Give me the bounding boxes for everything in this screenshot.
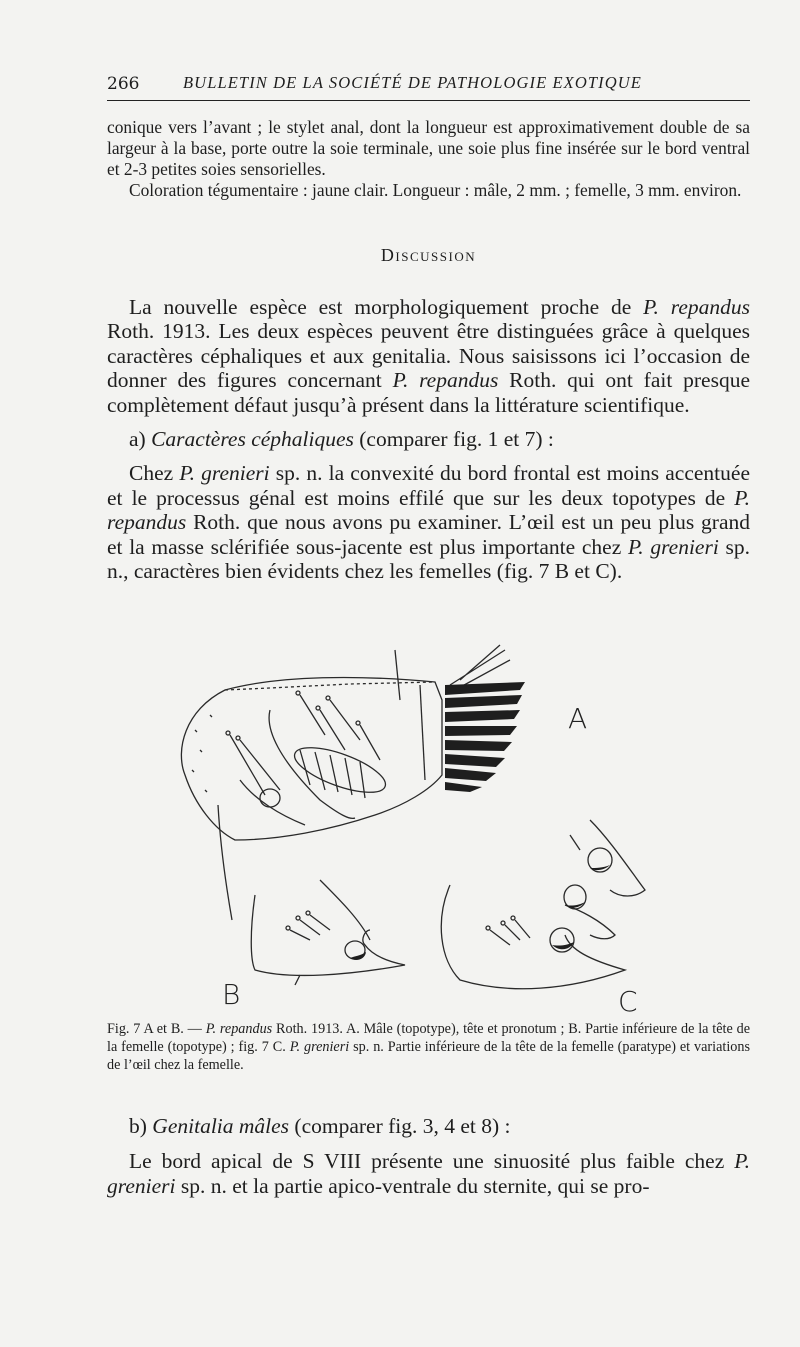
page-number: 266 [107, 74, 140, 94]
paragraph-morphology: conique vers l’avant ; le stylet anal, dont la longueur est approximativement double de sa largeur à la base, porte outre la soie terminale, une soie plus fine insérée sur le bord ventral et 2-3 petites soies sensorielles. [107, 117, 750, 179]
figure-7 [170, 640, 670, 1020]
discussion-block [107, 295, 750, 583]
eye-pigment-marks [350, 865, 610, 960]
ctenidial-comb [445, 682, 525, 792]
drawing-c-eye-variations [441, 820, 645, 989]
section-heading: Discussion [380, 245, 477, 265]
figure-label-a: A [568, 702, 588, 735]
subheading-cephalic: a) Caractères céphaliques (comparer fig. 1 et 7) : [129, 427, 554, 452]
figure-label-b: B [222, 978, 241, 1011]
running-header [107, 70, 750, 101]
paragraph-coloration: Coloration tégumentaire : jaune clair. Longueur : mâle, 2 mm. ; femelle, 3 mm. environ. [129, 180, 742, 200]
paragraph-genitalia: Le bord apical de S VIII présente une sinuosité plus faible chez P. grenieri sp. n. et la partie apico-ventrale du sternite, qui se pro- [107, 1149, 750, 1198]
subheading-genitalia: b) Genitalia mâles (comparer fig. 3, 4 et 8) : [129, 1114, 511, 1138]
paragraph-cephalic: Chez P. grenieri sp. n. la convexité du bord frontal est moins accentuée et le processus génal est moins effilé que sur les deux topotypes de P. repandus Roth. que nous avons pu examiner. L’œil est un peu plus grand et la masse sclérifiée sous-jacente est plus importante chez P. grenieri sp. n., caractères bien évidents chez les femelles (fig. 7 B et C). [107, 461, 750, 584]
figure-caption [107, 1021, 750, 1074]
figure-7-drawing [170, 640, 670, 1020]
bottom-text-block [107, 1114, 750, 1198]
drawing-b-female-head [251, 880, 405, 985]
top-text-block [107, 117, 750, 201]
paragraph-discussion-intro: La nouvelle espèce est morphologiquement proche de P. repandus Roth. 1913. Les deux espèces peuvent être distinguées grâce à quelques caractères céphaliques et aux genitalia. Nous saisissons ici l’occasion de donner des figures concernant P. repandus Roth. qui ont fait presque complètement défaut jusqu’à présent dans la littérature scientifique. [107, 295, 750, 417]
caption-text: Fig. 7 A et B. — P. repandus Roth. 1913. A. Mâle (topotype), tête et pronotum ; B. Partie inférieure de la tête de la femelle (topotype) ; fig. 7 C. P. grenieri sp. n. Partie inférieure de la tête de la femelle (paratype) et variations de l’œil chez la femelle. [107, 1021, 750, 1073]
figure-label-c: C [618, 985, 638, 1018]
journal-title: BULLETIN DE LA SOCIÉTÉ DE PATHOLOGIE EXOTIQUE [183, 73, 642, 92]
